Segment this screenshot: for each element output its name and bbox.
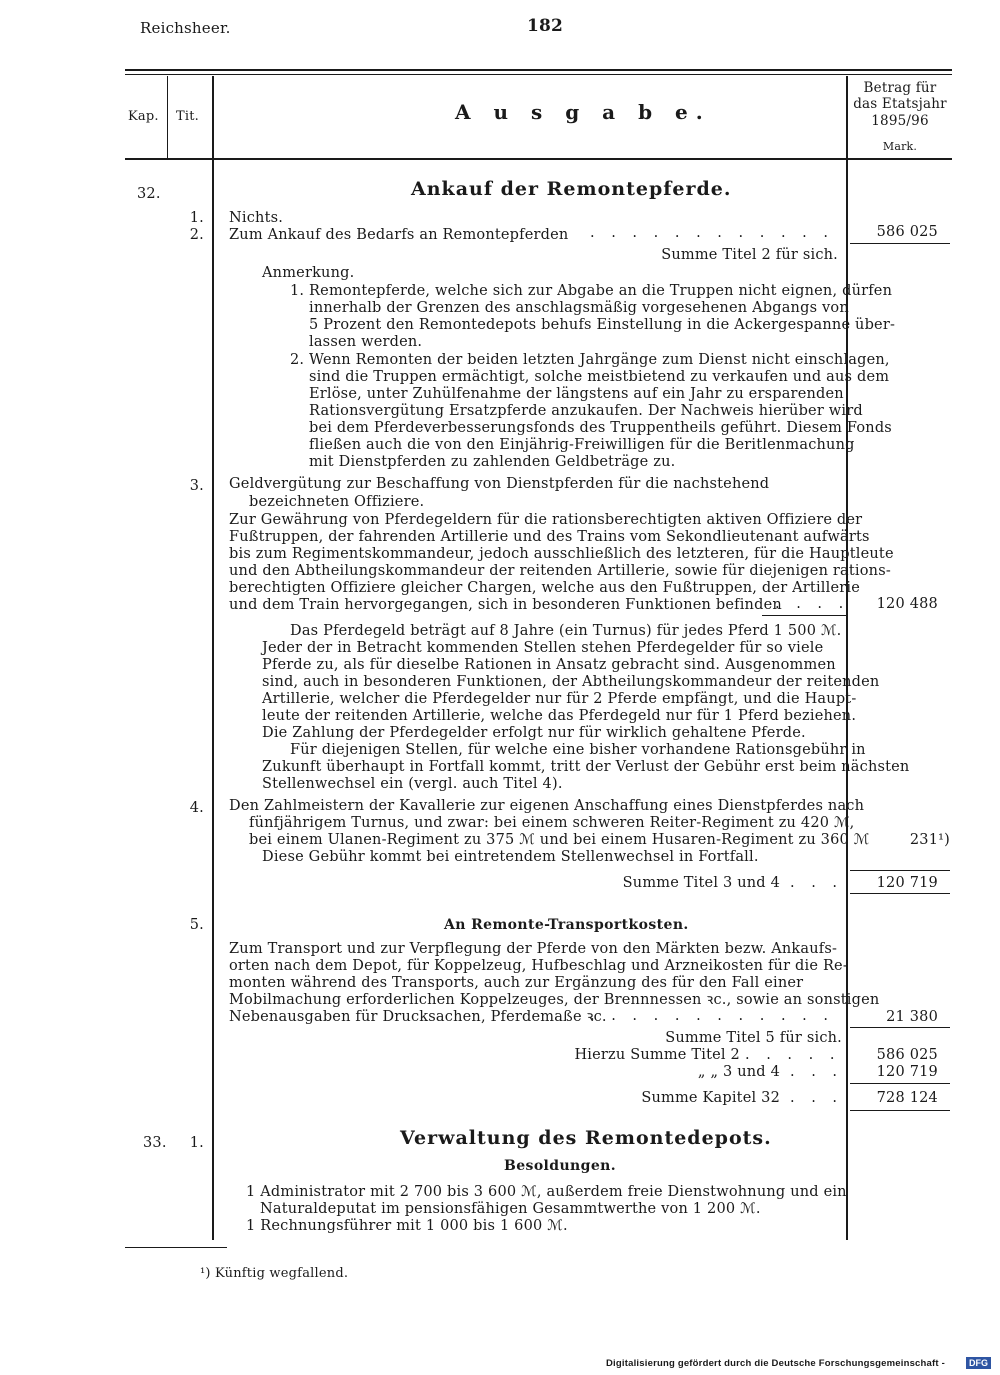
anmerkung-2-line-3: Erlöse, unter Zuhülfenahme der längstens auf ein Jahr zu ersparenden bbox=[309, 386, 844, 402]
tit-divider bbox=[212, 76, 214, 1240]
anmerkung-1-line-1: 1. Remontepferde, welche sich zur Abgabe an die Truppen nicht eignen, dürfen bbox=[290, 283, 893, 299]
tit-3-note-line-10: Stellenwechsel ein (vergl. auch Titel 4). bbox=[262, 776, 563, 792]
tit-3-amount: 120 488 bbox=[876, 596, 938, 612]
sum-rule bbox=[850, 243, 950, 244]
tit-3-note-line-3: Pferde zu, als für dieselbe Rationen in Ansatz gebracht sind. Ausgenommen bbox=[262, 657, 836, 673]
hierzu-2-label: „ „ 3 und 4 bbox=[697, 1064, 780, 1080]
hierzu-1-label: Hierzu Summe Titel 2 bbox=[574, 1047, 740, 1063]
tit-5-text-line-1: Zum Transport und zur Verpflegung der Pferde von den Märkten bezw. Ankaufs- bbox=[229, 941, 838, 957]
running-head: Reichsheer. bbox=[140, 19, 231, 37]
tit-3-text-line-2: Fußtruppen, der fahrenden Artillerie und des Trains vom Sekondlieutenant aufwärts bbox=[229, 529, 870, 545]
anmerkung-2-line-6: fließen auch die von den Einjährig-Freiwilligen für die Beritlenmachung bbox=[309, 437, 855, 453]
kap-divider bbox=[167, 76, 168, 158]
tit-5-sum: Summe Titel 5 für sich. bbox=[665, 1030, 842, 1046]
hierzu-1: 586 025 bbox=[876, 1047, 938, 1063]
tit-5-text-line-4: Mobilmachung erforderlichen Koppelzeuges, der Brennnessen ꝛc., sowie an sonstigen bbox=[229, 992, 880, 1008]
kap-33-title: Verwaltung des Remontedepots. bbox=[400, 1127, 772, 1149]
tit-3-note-line-8: Für diejenigen Stellen, für welche eine bisher vorhandene Rationsgebühr in bbox=[290, 742, 866, 758]
tit-3-note-line-9: Zukunft überhaupt in Fortfall kommt, tritt der Verlust der Gebühr erst beim nächsten bbox=[262, 759, 910, 775]
sum-rule bbox=[850, 870, 950, 871]
table-top-rule bbox=[125, 69, 952, 71]
tit-4-text-line-3: bei einem Ulanen-Regiment zu 375 ℳ und bei einem Husaren-Regiment zu 360 ℳ bbox=[249, 832, 870, 848]
tit-5-number: 5. bbox=[189, 917, 204, 933]
tit-3-note-line-6: leute der reitenden Artillerie, welche das Pferdegeld nur für 1 Pferd beziehen. bbox=[262, 708, 857, 724]
tit-3-note-line-7: Die Zahlung der Pferdegelder erfolgt nur für wirklich gehaltene Pferde. bbox=[262, 725, 806, 741]
footnote-rule bbox=[125, 1247, 227, 1248]
tit-3-4-sum: 120 719 bbox=[876, 875, 938, 891]
kap-33-line-1: 1 Administrator mit 2 700 bis 3 600 ℳ, außerdem freie Dienstwohnung und ein bbox=[246, 1184, 847, 1200]
kap-32-title: Ankauf der Remontepferde. bbox=[411, 178, 732, 200]
table-top-rule-thin bbox=[125, 74, 952, 75]
anmerkung-2-line-5: bei dem Pferdeverbesserungsfonds des Truppentheils geführt. Diesem Fonds bbox=[309, 420, 892, 436]
leader-dots: . . . . . . . . . . . . . bbox=[590, 1008, 856, 1024]
tit-3-head-line-1: Geldvergütung zur Beschaffung von Dienstpferden für die nachstehend bbox=[229, 476, 770, 492]
kap-33-tit-number: 1. bbox=[189, 1135, 204, 1151]
anmerkung-1-line-3: 5 Prozent den Remontedepots behufs Einstellung in die Ackergespanne über- bbox=[309, 317, 896, 333]
sum-rule bbox=[850, 893, 950, 894]
tit-2-text: Zum Ankauf des Bedarfs an Remontepferden bbox=[229, 227, 569, 243]
tit-3-text-line-4: und den Abtheilungskommandeur der reitenden Artillerie, sowie für diejenigen rations- bbox=[229, 563, 891, 579]
leader-dots: . . . bbox=[790, 1090, 844, 1106]
column-betrag-2: das Etatsjahr bbox=[853, 96, 947, 112]
kap-33-line-2: Naturaldeputat im pensionsfähigen Gesammtwerthe von 1 200 ℳ. bbox=[260, 1201, 761, 1217]
tit-4-text-line-1: Den Zahlmeistern der Kavallerie zur eigenen Anschaffung eines Dienstpferdes nach bbox=[229, 798, 865, 814]
tit-5-text-line-3: monten während des Transports, auch zur Ergänzung des für den Fall einer bbox=[229, 975, 804, 991]
anmerkung-2-line-4: Rationsvergütung Ersatzpferde anzukaufen. Der Nachweis hierüber wird bbox=[309, 403, 863, 419]
column-betrag-unit: Mark. bbox=[882, 140, 918, 153]
tit-2-number: 2. bbox=[189, 227, 204, 243]
tit-3-head-line-2: bezeichneten Offiziere. bbox=[249, 494, 425, 510]
kap-33-sub: Besoldungen. bbox=[504, 1158, 616, 1174]
tit-4-amount: 231¹) bbox=[909, 832, 950, 848]
tit-2-amount: 586 025 bbox=[876, 224, 938, 240]
tit-1-text: Nichts. bbox=[229, 210, 284, 226]
hierzu-2: 120 719 bbox=[876, 1064, 938, 1080]
kapitel-32-sum-label: Summe Kapitel 32 bbox=[641, 1090, 780, 1106]
leader-dots: . . . . bbox=[775, 596, 850, 612]
leader-dots: . . . bbox=[790, 875, 844, 891]
funding-text: Digitalisierung gefördert durch die Deutsche Forschungsgemeinschaft - bbox=[606, 1358, 945, 1369]
tit-4-text-line-4: Diese Gebühr kommt bei eintretendem Stellenwechsel in Fortfall. bbox=[262, 849, 759, 865]
kapitel-32-sum: 728 124 bbox=[876, 1090, 938, 1106]
kap-33-number: 33. bbox=[143, 1135, 167, 1151]
tit-5-text-line-2: orten nach dem Depot, für Koppelzeug, Hufbeschlag und Arzneikosten für die Re- bbox=[229, 958, 848, 974]
column-betrag-3: 1895/96 bbox=[871, 113, 929, 129]
sum-rule bbox=[850, 1027, 950, 1028]
tit-3-note-line-2: Jeder der in Betracht kommenden Stellen stehen Pferdegelder für so viele bbox=[262, 640, 824, 656]
amount-divider bbox=[846, 76, 848, 1240]
column-ausgabe: A u s g a b e. bbox=[455, 100, 711, 124]
tit-3-note-line-1: Das Pferdegeld beträgt auf 8 Jahre (ein Turnus) für jedes Pferd 1 500 ℳ. bbox=[290, 623, 842, 639]
anmerkung-2-line-2: sind die Truppen ermächtigt, solche meistbietend zu verkaufen und aus dem bbox=[309, 369, 890, 385]
kap-32-number: 32. bbox=[137, 186, 161, 202]
kap-33-line-3: 1 Rechnungsführer mit 1 000 bis 1 600 ℳ. bbox=[246, 1218, 568, 1234]
tit-3-number: 3. bbox=[189, 478, 204, 494]
page-number: 182 bbox=[527, 16, 564, 36]
tit-3-note-line-4: sind, auch in besonderen Funktionen, der Abtheilungskommandeur der reitenden bbox=[262, 674, 880, 690]
column-kap: Kap. bbox=[128, 109, 159, 124]
dfg-logo-icon: DFG bbox=[966, 1357, 991, 1369]
anmerkung-2-line-7: mit Dienstpferden zu zahlenden Geldbeträge zu. bbox=[309, 454, 676, 470]
sub-rule bbox=[762, 615, 846, 616]
tit-5-amount: 21 380 bbox=[886, 1009, 938, 1025]
tit-1-number: 1. bbox=[189, 210, 204, 226]
leader-dots: . . . . . bbox=[745, 1047, 841, 1063]
sum-rule bbox=[850, 1083, 950, 1084]
tit-4-text-line-2: fünfjährigem Turnus, und zwar: bei einem schweren Reiter-Regiment zu 420 ℳ, bbox=[249, 815, 855, 831]
tit-4-number: 4. bbox=[189, 800, 204, 816]
column-betrag-1: Betrag für bbox=[863, 80, 937, 96]
tit-3-4-sum-label: Summe Titel 3 und 4 bbox=[622, 875, 780, 891]
anmerkung-2-line-1: 2. Wenn Remonten der beiden letzten Jahrgänge zum Dienst nicht einschlagen, bbox=[290, 352, 890, 368]
tit-3-text-line-5: berechtigten Offiziere gleicher Chargen, welche aus den Fußtruppen, der Artillerie bbox=[229, 580, 861, 596]
footnote: ¹) Künftig wegfallend. bbox=[200, 1266, 349, 1281]
sum-rule bbox=[850, 1110, 950, 1111]
leader-dots: . . . . . . . . . . . . . bbox=[590, 225, 856, 241]
tit-5-head: An Remonte-Transportkosten. bbox=[444, 917, 689, 933]
tit-3-text-line-3: bis zum Regimentskommandeur, jedoch ausschließlich des letzteren, für die Hauptleute bbox=[229, 546, 894, 562]
column-tit: Tit. bbox=[176, 109, 199, 124]
tit-3-note-line-5: Artillerie, welcher die Pferdegelder nur für 2 Pferde empfängt, und die Haupt- bbox=[262, 691, 857, 707]
anmerkung-1-line-4: lassen werden. bbox=[309, 334, 423, 350]
leader-dots: . . . bbox=[790, 1064, 844, 1080]
tit-2-sum: Summe Titel 2 für sich. bbox=[661, 247, 838, 263]
anmerkung-label: Anmerkung. bbox=[262, 265, 355, 281]
anmerkung-1-line-2: innerhalb der Grenzen des anschlagsmäßig vorgesehenen Abgangs von bbox=[309, 300, 849, 316]
tit-5-text-line-5: Nebenausgaben für Drucksachen, Pferdemaße ꝛc. bbox=[229, 1009, 607, 1025]
tit-3-text-line-6: und dem Train hervorgegangen, sich in besonderen Funktionen befinden bbox=[229, 597, 782, 613]
tit-3-text-line-1: Zur Gewährung von Pferdegeldern für die rationsberechtigten aktiven Offiziere der bbox=[229, 512, 863, 528]
header-bottom-rule bbox=[125, 158, 952, 160]
